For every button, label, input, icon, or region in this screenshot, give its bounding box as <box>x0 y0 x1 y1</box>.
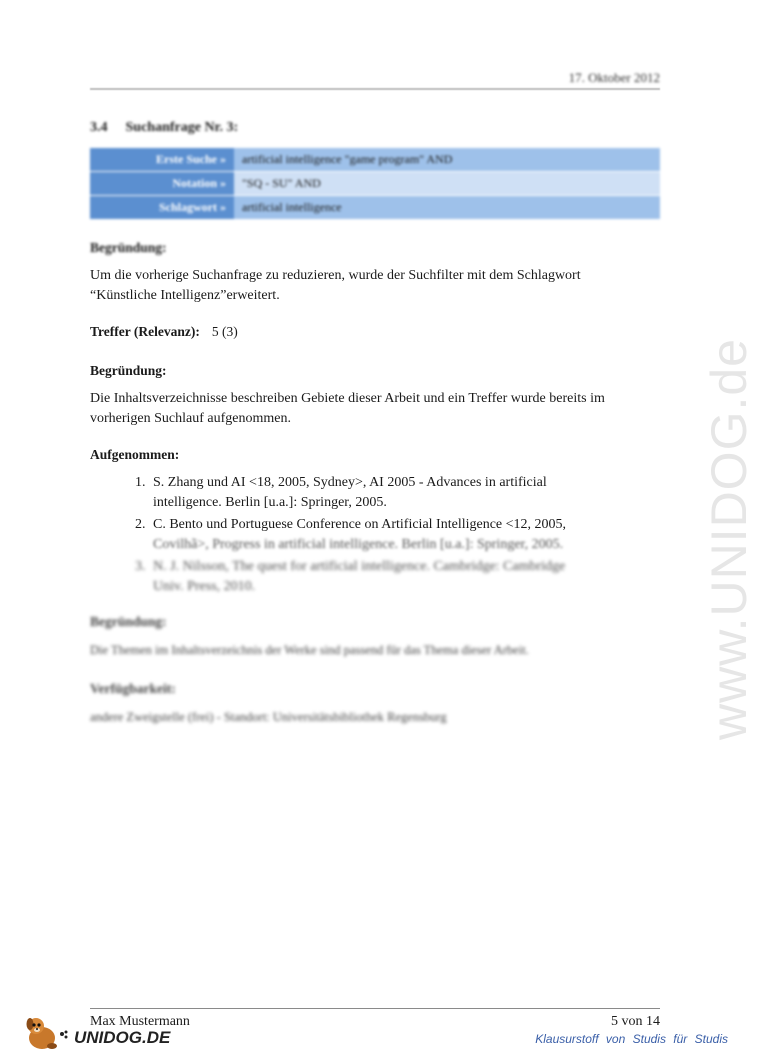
availability-label: Verfügbarkeit: <box>90 681 176 696</box>
text-line: “Künstliche Intelligenz”erweitert. <box>90 288 280 303</box>
footer-tagline: Klausurstoff von Studis für Studis <box>535 1032 728 1046</box>
section-heading: Suchanfrage Nr. 3: <box>125 120 239 135</box>
availability-text: andere Zweigstelle (frei) - Standort: Universitätsbibliothek Regensburg <box>90 710 447 724</box>
hits-label: Treffer (Relevanz): <box>90 324 200 339</box>
table-value: artificial intelligence <box>234 196 660 220</box>
item-number: 2. <box>135 517 146 532</box>
reference-list <box>135 473 595 599</box>
list-item <box>135 473 595 513</box>
table-value: "SQ - SU" AND <box>234 172 660 196</box>
justification-label: Begründung: <box>90 614 167 629</box>
footer-author: Max Mustermann <box>90 1014 190 1029</box>
justification-label: Begründung: <box>90 363 167 378</box>
accepted-label: Aufgenommen: <box>90 447 180 462</box>
item-line: C. Bento und Portuguese Conference on Artificial Intelligence <12, 2005, <box>153 517 567 532</box>
footer-rule <box>90 1008 660 1009</box>
text-line: Um die vorherige Suchanfrage zu reduzieren, wurde der Suchfilter mit dem Schlagwort <box>90 268 581 283</box>
list-item <box>135 515 595 555</box>
item-number: 3. <box>135 559 146 574</box>
table-key: Erste Suche » <box>90 148 234 172</box>
justification-label: Begründung: <box>90 240 167 255</box>
table-row <box>90 196 660 220</box>
hits-row <box>90 324 238 340</box>
item-line: Univ. Press, 2010. <box>153 579 256 594</box>
table-value: artificial intelligence "game program" AND <box>234 148 660 172</box>
section-title <box>90 120 238 136</box>
item-line: Covilhã>, Progress in artificial intelligence. Berlin [u.a.]: Springer, 2005. <box>153 537 564 552</box>
item-number: 1. <box>135 475 146 490</box>
watermark: www.UNIDOG.de <box>701 338 757 740</box>
item-line: S. Zhang und AI <18, 2005, Sydney>, AI 2005 - Advances in artificial <box>153 475 547 490</box>
text-line: vorherigen Suchlauf aufgenommen. <box>90 411 291 426</box>
table-row <box>90 172 660 196</box>
text-line: Die Inhaltsverzeichnisse beschreiben Gebiete dieser Arbeit und ein Treffer wurde bereits im <box>90 391 605 406</box>
justification-text <box>90 266 660 306</box>
table-key: Notation » <box>90 172 234 196</box>
header-rule <box>90 88 660 90</box>
hits-value: 5 (3) <box>211 324 238 339</box>
header-date: 17. Oktober 2012 <box>568 70 660 85</box>
justification-text: Die Themen im Inhaltsverzeichnis der Werke sind passend für das Thema dieser Arbeit. <box>90 643 529 657</box>
list-item <box>135 557 595 597</box>
item-line: intelligence. Berlin [u.a.]: Springer, 2005. <box>153 495 387 510</box>
search-query-table <box>90 148 660 220</box>
footer-page-number: 5 von 14 <box>611 1014 660 1029</box>
logo-text: UNIDOG.DE <box>74 1028 171 1047</box>
table-key: Schlagwort » <box>90 196 234 220</box>
dog-mascot-icon <box>22 1012 72 1052</box>
section-number: 3.4 <box>90 120 108 135</box>
justification-text <box>90 389 660 429</box>
item-line: N. J. Nilsson, The quest for artificial intelligence. Cambridge: Cambridge <box>153 559 566 574</box>
unidog-logo <box>22 1012 171 1052</box>
table-row <box>90 148 660 172</box>
